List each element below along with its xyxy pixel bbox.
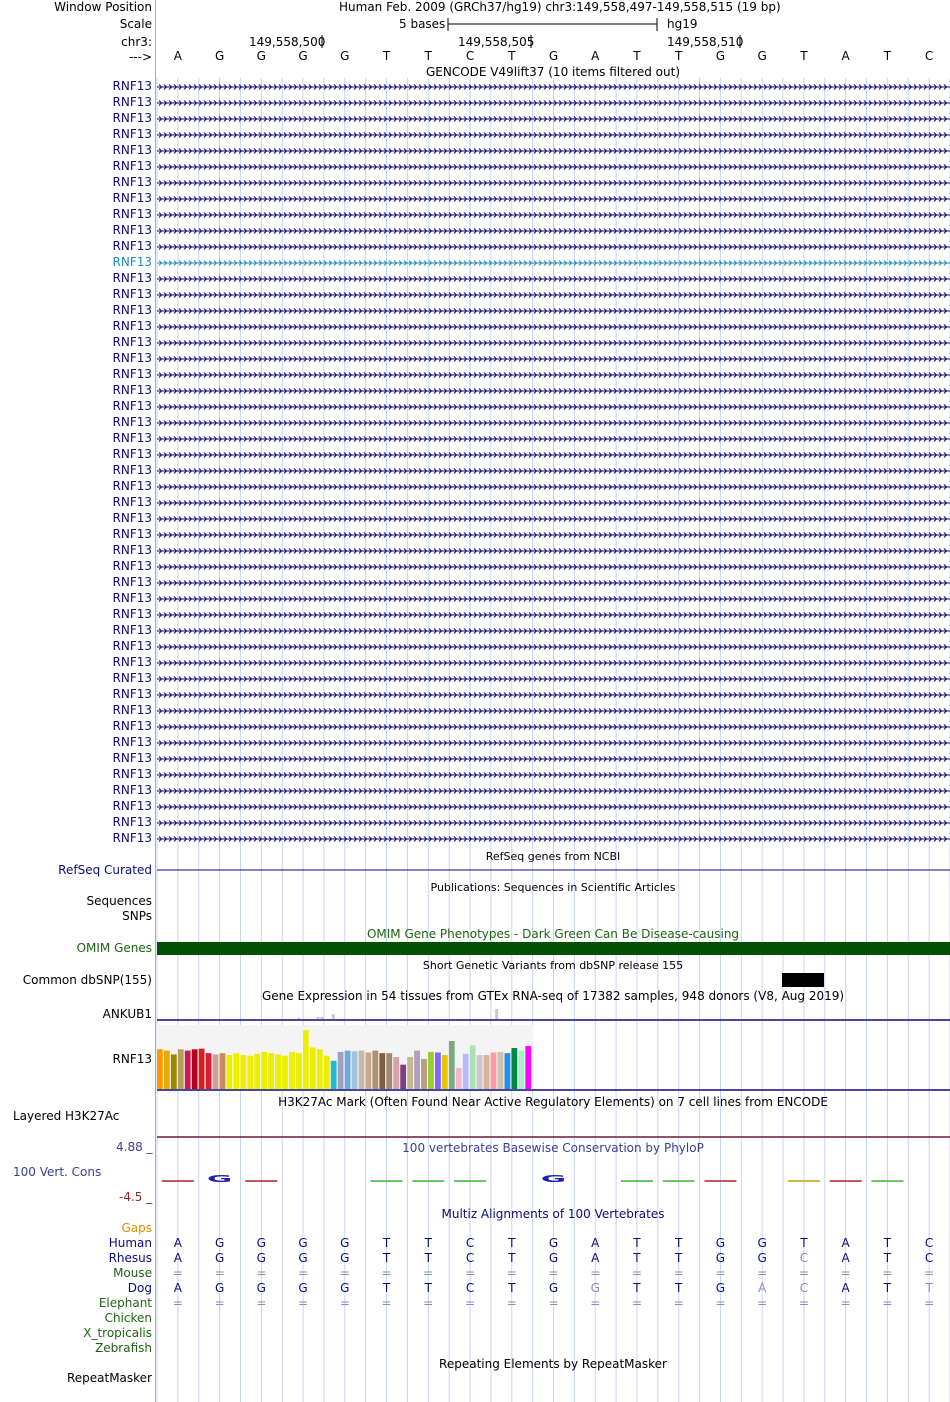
gtex-tissue-bar <box>449 1041 455 1089</box>
gtex-tissue-bar <box>338 1052 344 1089</box>
multiz-track-title[interactable]: Multiz Alignments of 100 Vertebrates <box>441 1207 665 1221</box>
gencode-track-title[interactable]: GENCODE V49lift37 (10 items filtered out) <box>425 65 680 79</box>
multiz-base: G <box>298 1281 308 1295</box>
scale-label: Scale <box>119 17 152 31</box>
multiz-base: = <box>882 1266 893 1280</box>
multiz-base: T <box>633 1251 641 1265</box>
multiz-base: G <box>715 1251 726 1265</box>
gencode-gene-label[interactable]: RNF13 <box>112 191 152 205</box>
multiz-base: = <box>339 1296 350 1310</box>
gencode-gene-label[interactable]: RNF13 <box>112 687 152 701</box>
label-separator-line <box>155 0 156 1402</box>
multiz-base: C <box>799 1281 809 1295</box>
multiz-base: = <box>631 1296 643 1310</box>
gtex-tissue-bar <box>199 1049 205 1089</box>
multiz-base: T <box>633 1281 641 1295</box>
multiz-base: = <box>757 1266 768 1280</box>
gencode-gene-label[interactable]: RNF13 <box>112 303 152 317</box>
gencode-gene-label[interactable]: RNF13 <box>112 111 152 125</box>
gtex-tissue-bar <box>359 1051 365 1089</box>
base-letter: G <box>757 49 767 63</box>
gtex-tissue-bar <box>456 1068 462 1089</box>
multiz-base: = <box>381 1266 392 1280</box>
conservation-ymax-label: 4.88 _ <box>116 1140 153 1154</box>
multiz-base: T <box>382 1236 391 1250</box>
gencode-gene-label[interactable]: RNF13 <box>112 335 152 349</box>
gtex-tissue-bar <box>525 1046 531 1089</box>
base-letter: T <box>800 49 808 63</box>
multiz-base: C <box>924 1236 934 1250</box>
gtex-tissue-bar <box>171 1054 177 1089</box>
multiz-base: = <box>172 1266 183 1280</box>
gencode-gene-label[interactable]: RNF13 <box>112 527 152 541</box>
base-letter: G <box>298 49 308 63</box>
multiz-base: = <box>339 1266 350 1280</box>
multiz-base: = <box>548 1296 559 1310</box>
gtex-tissue-bar <box>206 1053 212 1089</box>
gencode-gene-label[interactable]: RNF13 <box>112 287 152 301</box>
multiz-base: C <box>465 1251 475 1265</box>
gtex-tissue-bar <box>275 1054 281 1089</box>
gencode-gene-label[interactable]: RNF13 <box>112 319 152 333</box>
multiz-base: A <box>591 1251 600 1265</box>
base-letter: A <box>841 49 850 63</box>
gtex-tissue-bar <box>317 1049 323 1089</box>
gencode-gene-label[interactable]: RNF13 <box>112 431 152 445</box>
gencode-gene-label[interactable]: RNF13 <box>112 575 152 589</box>
conservation-base-logo: G <box>206 1173 233 1185</box>
multiz-base: = <box>673 1266 684 1280</box>
gtex-ankub1-bar <box>320 1017 323 1019</box>
h3k27ac-track-title[interactable]: H3K27Ac Mark (Often Found Near Active Regulatory Elements) on 7 cell lines from ENCODE <box>278 1095 828 1109</box>
multiz-base: = <box>840 1266 851 1280</box>
multiz-base: T <box>508 1236 516 1250</box>
multiz-base: = <box>298 1296 309 1310</box>
base-letter: C <box>465 49 475 63</box>
multiz-base: = <box>506 1266 517 1280</box>
multiz-base: = <box>465 1266 476 1280</box>
multiz-base: = <box>840 1296 851 1310</box>
gtex-tissue-bar <box>220 1053 226 1089</box>
multiz-base: T <box>675 1251 683 1265</box>
gencode-gene-label[interactable]: RNF13 <box>112 671 152 685</box>
gtex-tissue-bar <box>442 1055 448 1089</box>
multiz-base: = <box>381 1296 392 1310</box>
multiz-base: G <box>715 1281 726 1295</box>
gencode-gene-label[interactable]: RNF13 <box>112 799 152 813</box>
multiz-base: = <box>256 1266 267 1280</box>
multiz-base: G <box>214 1236 225 1250</box>
gtex-tissue-bar <box>463 1054 469 1089</box>
multiz-base: G <box>715 1236 726 1250</box>
multiz-species-label[interactable]: Chicken <box>104 1311 152 1325</box>
gtex-tissue-bar <box>379 1053 385 1089</box>
repeatmasker-track-label[interactable]: RepeatMasker <box>66 1371 152 1385</box>
gencode-gene-label[interactable]: RNF13 <box>112 607 152 621</box>
gtex-tissue-bar <box>366 1053 372 1089</box>
gencode-gene-label[interactable]: RNF13 <box>112 767 152 781</box>
gtex-gene-label-rnf13[interactable]: RNF13 <box>112 1052 152 1066</box>
conservation-track-title[interactable]: 100 vertebrates Basewise Conservation by PhyloP <box>402 1141 704 1155</box>
gencode-gene-label[interactable]: RNF13 <box>112 367 152 381</box>
multiz-gaps-label: Gaps <box>121 1221 152 1235</box>
multiz-base: G <box>590 1281 600 1295</box>
gtex-tissue-bar <box>282 1056 288 1089</box>
gencode-gene-label[interactable]: RNF13 <box>112 271 152 285</box>
multiz-base: T <box>883 1281 892 1295</box>
gtex-tissue-bar <box>345 1051 351 1089</box>
multiz-base: T <box>382 1251 391 1265</box>
gencode-gene-label[interactable]: RNF13 <box>112 639 152 653</box>
multiz-base: = <box>798 1296 809 1310</box>
multiz-base: = <box>548 1266 559 1280</box>
gtex-tissue-bar <box>227 1055 233 1089</box>
multiz-species-label[interactable]: X_tropicalis <box>83 1326 152 1340</box>
gencode-gene-label[interactable]: RNF13 <box>112 415 152 429</box>
gtex-tissue-bar <box>247 1056 253 1089</box>
gtex-ankub1-bar <box>317 1017 320 1019</box>
gtex-tissue-bar <box>352 1051 358 1089</box>
multiz-base: = <box>882 1296 893 1310</box>
gtex-ankub1-bar <box>298 1018 301 1019</box>
multiz-base: C <box>465 1281 475 1295</box>
gencode-gene-label[interactable]: RNF13 <box>112 239 152 253</box>
gencode-gene-label[interactable]: RNF13 <box>112 783 152 797</box>
multiz-base: T <box>424 1236 432 1250</box>
multiz-base: G <box>548 1251 559 1265</box>
multiz-base: C <box>924 1251 934 1265</box>
gtex-tissue-bar <box>261 1052 267 1089</box>
base-letter: T <box>675 49 683 63</box>
multiz-base: = <box>590 1266 601 1280</box>
multiz-base: G <box>340 1251 350 1265</box>
gencode-gene-label[interactable]: RNF13 <box>112 223 152 237</box>
multiz-base: G <box>214 1281 225 1295</box>
gtex-tissue-bar <box>331 1061 337 1089</box>
omim-phenotype-bar <box>157 942 950 955</box>
conservation-base-logo: G <box>540 1173 567 1185</box>
base-letter: G <box>340 49 350 63</box>
coord-label: 149,558,510 <box>667 35 744 49</box>
gencode-gene-label[interactable]: RNF13 <box>112 591 152 605</box>
multiz-base: A <box>758 1281 767 1295</box>
gtex-tissue-bar <box>296 1053 302 1089</box>
gtex-ankub1-bar <box>495 1009 498 1019</box>
gtex-tissue-bar <box>511 1048 517 1089</box>
multiz-base: T <box>424 1251 432 1265</box>
multiz-base: = <box>256 1296 267 1310</box>
multiz-base: = <box>924 1296 935 1310</box>
gtex-gene-label-ankub1[interactable]: ANKUB1 <box>102 1007 152 1021</box>
publications-snps-label[interactable]: SNPs <box>122 909 152 923</box>
gencode-gene-label[interactable]: RNF13 <box>112 255 152 269</box>
multiz-base: = <box>590 1296 601 1310</box>
gencode-gene-label[interactable]: RNF13 <box>112 703 152 717</box>
gtex-tissue-bar <box>164 1051 170 1089</box>
multiz-base: = <box>423 1296 434 1310</box>
multiz-base: G <box>757 1236 767 1250</box>
multiz-base: = <box>214 1266 225 1280</box>
gtex-tissue-bar <box>470 1045 476 1089</box>
gencode-gene-label[interactable]: RNF13 <box>112 175 152 189</box>
multiz-base: G <box>298 1236 308 1250</box>
multiz-base: A <box>591 1236 600 1250</box>
coord-label: 149,558,500 <box>249 35 326 49</box>
multiz-base: T <box>883 1236 892 1250</box>
gencode-gene-label[interactable]: RNF13 <box>112 479 152 493</box>
gtex-tissue-bar <box>185 1051 191 1089</box>
multiz-base: G <box>256 1281 266 1295</box>
multiz-base: C <box>465 1236 475 1250</box>
gtex-tissue-bar <box>213 1054 219 1089</box>
base-letter: A <box>173 49 182 63</box>
multiz-base: = <box>798 1266 809 1280</box>
gencode-gene-label[interactable]: RNF13 <box>112 127 152 141</box>
multiz-base: = <box>673 1296 684 1310</box>
gtex-tissue-bar <box>303 1030 309 1089</box>
base-letter: G <box>256 49 266 63</box>
multiz-base: G <box>256 1251 266 1265</box>
multiz-base: G <box>340 1281 350 1295</box>
multiz-base: T <box>675 1236 683 1250</box>
multiz-base: = <box>924 1266 935 1280</box>
gencode-gene-label[interactable]: RNF13 <box>112 495 152 509</box>
multiz-base: A <box>173 1281 182 1295</box>
conservation-ymin-label: -4.5 _ <box>119 1190 153 1204</box>
gtex-tissue-bar <box>407 1057 413 1089</box>
multiz-base: = <box>506 1296 517 1310</box>
scale-text: 5 bases <box>399 17 446 31</box>
refseq-track-title[interactable]: RefSeq genes from NCBI <box>485 850 621 863</box>
gtex-tissue-bar <box>310 1047 316 1089</box>
multiz-base: T <box>508 1281 516 1295</box>
gtex-tissue-bar <box>491 1053 497 1089</box>
chrom-label: chr3: <box>121 35 152 49</box>
repeatmasker-track-title[interactable]: Repeating Elements by RepeatMasker <box>439 1357 667 1371</box>
multiz-species-label[interactable]: Elephant <box>98 1296 152 1310</box>
multiz-base: A <box>841 1281 850 1295</box>
publications-sequences-label[interactable]: Sequences <box>86 894 152 908</box>
multiz-base: G <box>298 1251 308 1265</box>
multiz-base: G <box>757 1251 767 1265</box>
gencode-gene-label[interactable]: RNF13 <box>112 815 152 829</box>
multiz-species-label[interactable]: Human <box>108 1236 152 1250</box>
multiz-base: G <box>340 1236 350 1250</box>
multiz-base: T <box>424 1281 432 1295</box>
gencode-gene-label[interactable]: RNF13 <box>112 559 152 573</box>
gtex-tissue-bar <box>324 1056 330 1089</box>
base-letter: T <box>883 49 892 63</box>
gtex-tissue-bar <box>498 1052 504 1089</box>
multiz-base: = <box>423 1266 434 1280</box>
dbsnp-track-title[interactable]: Short Genetic Variants from dbSNP release 155 <box>422 959 684 972</box>
gtex-tissue-bar <box>386 1053 392 1089</box>
gencode-gene-label[interactable]: RNF13 <box>112 655 152 669</box>
gencode-gene-label[interactable]: RNF13 <box>112 543 152 557</box>
multiz-base: = <box>465 1296 476 1310</box>
gencode-gene-label[interactable]: RNF13 <box>112 383 152 397</box>
gtex-tissue-bar <box>428 1052 434 1089</box>
assembly-label: hg19 <box>667 17 698 31</box>
gtex-tissue-bar <box>178 1049 184 1089</box>
multiz-base: A <box>173 1236 182 1250</box>
gtex-tissue-bar <box>240 1055 246 1089</box>
gencode-gene-label[interactable]: RNF13 <box>112 735 152 749</box>
window-position-value[interactable]: Human Feb. 2009 (GRCh37/hg19) chr3:149,558,497-149,558,515 (19 bp) <box>339 0 781 14</box>
gencode-gene-label[interactable]: RNF13 <box>112 831 152 845</box>
gencode-gene-label[interactable]: RNF13 <box>112 719 152 733</box>
gtex-tissue-bar <box>518 1051 524 1089</box>
gencode-gene-label[interactable]: RNF13 <box>112 447 152 461</box>
gencode-gene-label[interactable]: RNF13 <box>112 143 152 157</box>
window-position-label: Window Position <box>54 0 152 14</box>
publications-track-title[interactable]: Publications: Sequences in Scientific Articles <box>430 881 676 894</box>
multiz-species-label[interactable]: Dog <box>127 1281 152 1295</box>
h3k27ac-track-label[interactable]: Layered H3K27Ac <box>13 1109 120 1123</box>
gtex-tissue-bar <box>254 1054 260 1089</box>
multiz-base: C <box>799 1251 809 1265</box>
gtex-tissue-bar <box>505 1053 511 1089</box>
gencode-gene-label[interactable]: RNF13 <box>112 463 152 477</box>
gencode-gene-label[interactable]: RNF13 <box>112 511 152 525</box>
multiz-base: = <box>631 1266 643 1280</box>
multiz-base: T <box>675 1281 683 1295</box>
multiz-base: = <box>214 1296 225 1310</box>
base-letter: T <box>424 49 432 63</box>
multiz-base: A <box>841 1251 850 1265</box>
strand-label: ---> <box>128 50 152 64</box>
multiz-base: T <box>925 1281 933 1295</box>
base-letter: A <box>591 49 600 63</box>
gencode-gene-label[interactable]: RNF13 <box>112 159 152 173</box>
gencode-gene-label[interactable]: RNF13 <box>112 207 152 221</box>
multiz-base: T <box>883 1251 892 1265</box>
multiz-species-label[interactable]: Zebrafish <box>95 1341 152 1355</box>
gtex-tissue-bar <box>192 1049 198 1089</box>
gtex-tissue-bar <box>435 1053 441 1089</box>
gtex-track-title[interactable]: Gene Expression in 54 tissues from GTEx RNA-seq of 17382 samples, 948 donors (V8, Aug 2019) <box>261 989 845 1003</box>
base-letter: C <box>924 49 934 63</box>
gtex-tissue-bar <box>477 1055 483 1089</box>
multiz-base: G <box>214 1251 225 1265</box>
multiz-base: = <box>715 1266 726 1280</box>
multiz-base: = <box>715 1296 726 1310</box>
base-letter: T <box>382 49 391 63</box>
refseq-track-label[interactable]: RefSeq Curated <box>58 863 152 877</box>
base-letter: T <box>633 49 641 63</box>
coord-label: 149,558,505 <box>458 35 535 49</box>
base-letter: G <box>548 49 559 63</box>
multiz-base: T <box>508 1251 516 1265</box>
gencode-gene-label[interactable]: RNF13 <box>112 751 152 765</box>
base-letter: G <box>214 49 225 63</box>
multiz-base: T <box>800 1236 808 1250</box>
multiz-base: A <box>173 1251 182 1265</box>
multiz-base: G <box>256 1236 266 1250</box>
omim-track-title[interactable]: OMIM Gene Phenotypes - Dark Green Can Be Disease-causing <box>366 927 740 941</box>
multiz-base: A <box>841 1236 850 1250</box>
dbsnp-track-label[interactable]: Common dbSNP(155) <box>22 973 152 987</box>
multiz-base: G <box>548 1236 559 1250</box>
gencode-gene-label[interactable]: RNF13 <box>112 351 152 365</box>
multiz-species-label[interactable]: Rhesus <box>108 1251 152 1265</box>
gtex-tissue-bar <box>372 1051 378 1089</box>
gtex-ankub1-bar <box>332 1014 335 1019</box>
gtex-tissue-bar <box>393 1057 399 1089</box>
multiz-base: G <box>548 1281 559 1295</box>
gtex-tissue-bar <box>421 1059 427 1089</box>
multiz-base: = <box>298 1266 309 1280</box>
gtex-tissue-bar <box>289 1052 295 1089</box>
dbsnp-variant-block <box>782 973 824 987</box>
conservation-track-label[interactable]: 100 Vert. Cons <box>13 1165 102 1179</box>
multiz-species-label[interactable]: Mouse <box>113 1266 152 1280</box>
gtex-tissue-bar <box>400 1065 406 1089</box>
gencode-gene-label[interactable]: RNF13 <box>112 399 152 413</box>
multiz-base: = <box>757 1296 768 1310</box>
gencode-gene-label[interactable]: RNF13 <box>112 623 152 637</box>
base-letter: T <box>508 49 516 63</box>
gtex-tissue-bar <box>157 1049 163 1089</box>
gtex-tissue-bar <box>268 1053 274 1089</box>
gencode-gene-label[interactable]: RNF13 <box>112 95 152 109</box>
gtex-tissue-bar <box>414 1051 420 1089</box>
gtex-tissue-bar <box>233 1053 239 1089</box>
multiz-base: T <box>382 1281 391 1295</box>
multiz-base: T <box>633 1236 641 1250</box>
base-letter: G <box>715 49 726 63</box>
omim-track-label[interactable]: OMIM Genes <box>76 941 152 955</box>
gencode-gene-label[interactable]: RNF13 <box>112 79 152 93</box>
multiz-base: = <box>172 1296 183 1310</box>
gtex-tissue-bar <box>484 1055 490 1089</box>
